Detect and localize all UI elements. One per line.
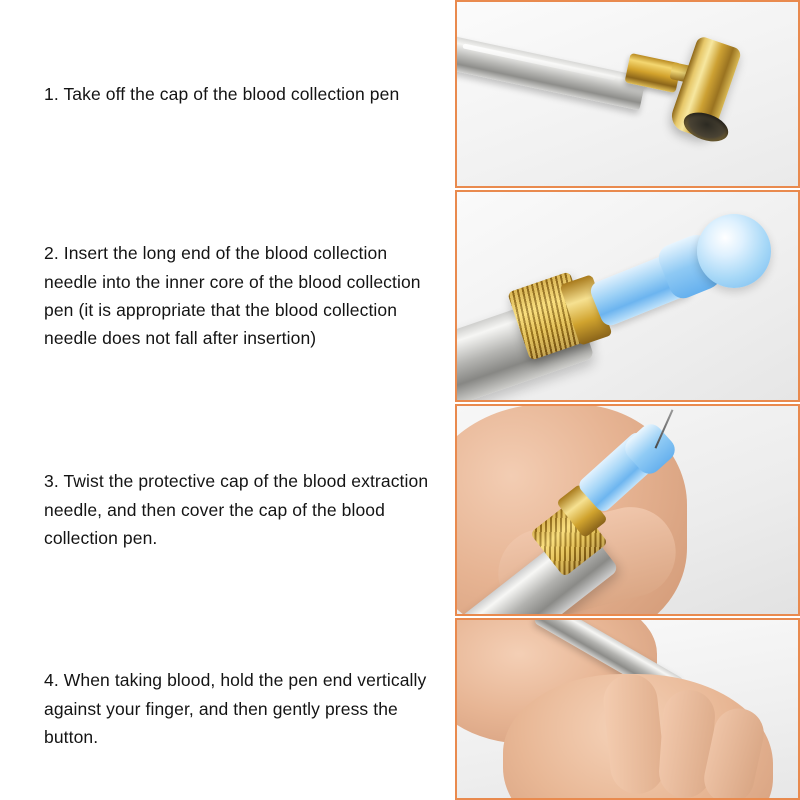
step-2-photo — [455, 190, 800, 402]
step-4-photo — [455, 618, 800, 800]
step-2-text: 2. Insert the long end of the blood collection needle into the inner core of the blood collection pen (it is appropriate that the blood collection needle does not fall after insertion) — [44, 243, 421, 349]
step-2-text-block — [0, 190, 455, 402]
lancet-protective-cap — [697, 214, 771, 288]
step-4-text: 4. When taking blood, hold the pen end vertically against your finger, and then gently press the button. — [44, 670, 427, 748]
step-3-text-block — [0, 404, 455, 616]
step-3-text: 3. Twist the protective cap of the blood extraction needle, and then cover the cap of the blood collection pen. — [44, 471, 429, 549]
step-1-text-block — [0, 0, 455, 188]
step-1-text: 1. Take off the cap of the blood collection pen — [44, 83, 400, 104]
step-4 — [0, 618, 800, 800]
step-2 — [0, 190, 800, 402]
step-3-photo — [455, 404, 800, 616]
step-3 — [0, 404, 800, 616]
step-4-text-block — [0, 618, 455, 800]
step-1 — [0, 0, 800, 188]
step-1-photo — [455, 0, 800, 188]
pen-barrel — [455, 36, 646, 111]
